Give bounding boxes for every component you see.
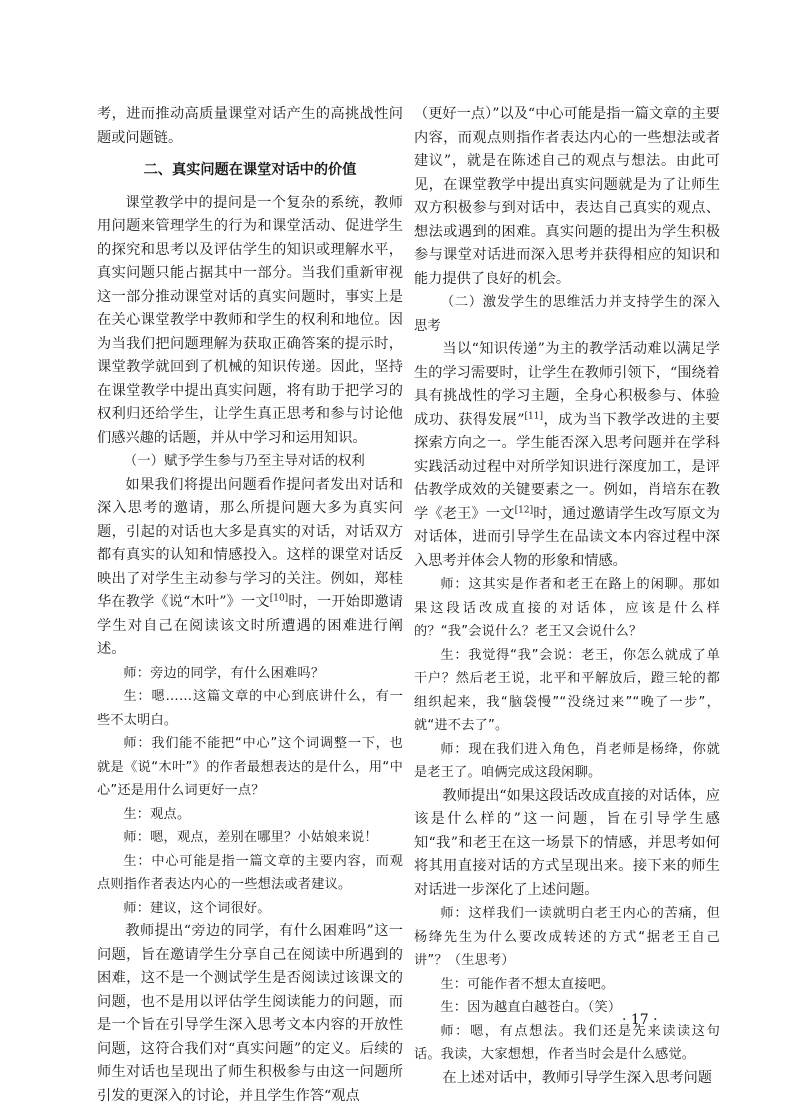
dialogue-line: 生：可能作者不想太直接吧。 bbox=[440, 976, 615, 992]
dialogue-line: 生：我觉得“我”会说：老王，你怎么就成了单干户？然后老王说，北平和平解放后，蹬三轮的都组织起来，我“脑袋慢”“没绕过来”“晚了一步”，就“进不去了”。 bbox=[414, 647, 720, 733]
section-heading: 二、真实问题在课堂对话中的价值 bbox=[143, 162, 357, 178]
body-paragraph: 课堂教学中的提问是一个复杂的系统，教师用问题来管理学生的行为和课堂活动、促进学生的探究和思考以及评估学生的知识或理解水平，真实问题只能占据其中一部分。当我们重新审视这一部分推动课堂对话的真实问题时，事实上是在关心课堂教学中教师和学生的权利和地位。因为当我们把问题理解为获取正确答案的提示时，课堂教学就回到了机械的知识传递。因此，坚持在课堂教学中提出真实问题，将有助于把学习的权利归还给学生，让学生真正思考和参与讨论他们感兴趣的话题，并从中学习和运用知识。 bbox=[97, 194, 403, 446]
page-number: · 17 · bbox=[622, 1012, 658, 1028]
paragraph-text: 当以“知识传递”为主的教学活动难以满足学生的学习需要时，让学生在教师引领下，“围绕着具有挑战性的学习主题，全身心积极参与、体验成功、获得发展” bbox=[414, 341, 720, 428]
dialogue-line: 师：我们能不能把“中心”这个词调整一下，也就是《说“木叶”》的作者最想表达的是什么，用“中心”还是用什么词更好一点？ bbox=[97, 736, 403, 798]
citation-ref: [12] bbox=[514, 504, 534, 515]
body-paragraph bbox=[97, 474, 403, 662]
dialogue-line: 师：嗯，有点想法。我们还是先来读读这句话。我读，大家想想，作者当时会是什么感觉。 bbox=[414, 1023, 720, 1062]
left-column bbox=[97, 103, 403, 1108]
citation-ref: [11] bbox=[524, 410, 543, 421]
dialogue-line: 师：旁边的同学，有什么困难吗？ bbox=[123, 665, 325, 681]
right-column bbox=[414, 103, 720, 1090]
subsection-heading: （二）激发学生的思维活力并支持学生的深入思考 bbox=[414, 295, 720, 334]
body-paragraph: 教师提出“旁边的同学，有什么困难吗”这一问题，旨在邀请学生分享自己在阅读中所遇到的困难，这不是一个测试学生是否阅读过该课文的问题，也不是用以评估学生阅读能力的问题，而是一个旨在引导学生深入思考文本内容的开放性问题，这符合我们对“真实问题”的定义。后续的师生对话也呈现出了师生积极参与由这一问题所引发的更深入的讨论，并且学生作答“观点 bbox=[97, 923, 403, 1104]
dialogue-line: 师：这样我们一读就明白老王内心的苦痛，但杨绛先生为什么要改成转述的方式“据老王自己讲”？（生思考） bbox=[414, 906, 720, 968]
continued-paragraph: （更好一点）”以及“中心可能是指一篇文章的主要内容，而观点则指作者表达内心的一些想法或者建议”，就是在陈述自己的观点与想法。由此可见，在课堂教学中提出真实问题就是为了让师生双方积极参与到对话中，表达自己真实的观点、想法或遇到的困难。真实问题的提出为学生积极参与课堂对话进而深入思考并获得相应的知识和能力提供了良好的机会。 bbox=[414, 106, 720, 287]
body-paragraph bbox=[414, 338, 720, 573]
body-paragraph: 教师提出“如果这段话改成直接的对话体，应该是什么样的”这一问题，旨在引导学生感知“我”和老王在这一场景下的情感，并思考如何将其用直接对话的方式呈现出来。接下来的师生对话进一步深化了上述问题。 bbox=[414, 787, 720, 898]
paragraph-text: 时，通过邀请学生改写原文为对话体，进而引导学生在品读文本内容过程中深入思考并体会人物的形象和情感。 bbox=[414, 505, 720, 569]
dialogue-line: 生：因为越直白越苍白。（笑） bbox=[440, 1000, 622, 1015]
dialogue-line: 师：现在我们进入角色，肖老师是杨绛，你就是老王了。咱俩完成这段闲聊。 bbox=[414, 741, 720, 780]
dialogue-line: 师：这其实是作者和老王在路上的闲聊。那如果这段话改成直接的对话体，应该是什么样的？“我”会说什么？老王又会说什么？ bbox=[414, 577, 720, 639]
citation-ref: [10] bbox=[269, 593, 289, 604]
paragraph-text: 如果我们将提出问题看作提问者发出对话和深入思考的邀请，那么所提问题大多为真实问题，引起的对话也大多是真实的对话，对话双方都有真实的认知和情感投入。这样的课堂对话反映出了对学生主动参与学习的关注。例如，郑桂华在教学《说“木叶”》一文 bbox=[97, 476, 403, 610]
body-paragraph: 在上述对话中，教师引导学生深入思考问题 bbox=[442, 1069, 712, 1086]
dialogue-line: 师：嗯，观点，差别在哪里？小姑娘来说！ bbox=[123, 830, 378, 845]
paragraph-text: ，成为当下教学改进的主要探索方向之一。学生能否深入思考问题并在学科实践活动过程中对所学知识进行深度加工，是评估教学成效的关键要素之一。例如，肖培东在教学《老王》一文 bbox=[414, 411, 720, 522]
dialogue-line: 生：嗯……这篇文章的中心到底讲什么，有一些不太明白。 bbox=[97, 689, 403, 728]
paragraph-text: 时，一开始即邀请学生对自己在阅读该文时所遭遇的困难进行阐述。 bbox=[97, 594, 403, 657]
dialogue-line: 生：观点。 bbox=[123, 806, 191, 822]
dialogue-line: 生：中心可能是指一篇文章的主要内容，而观点则指作者表达内心的一些想法或者建议。 bbox=[97, 853, 403, 892]
continued-paragraph: 考，进而推动高质量课堂对话产生的高挑战性问题或问题链。 bbox=[97, 106, 403, 146]
dialogue-line: 师：建议，这个词很好。 bbox=[123, 900, 271, 916]
subsection-heading: （一）赋予学生参与乃至主导对话的权利 bbox=[123, 454, 365, 469]
